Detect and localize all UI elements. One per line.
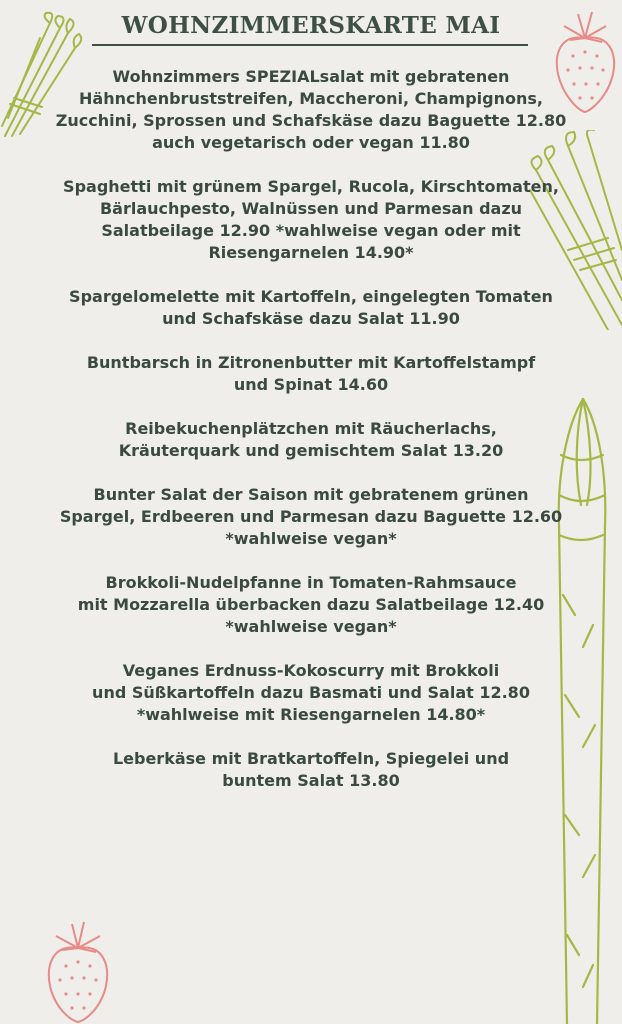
- page-title: WOHNZIMMERSKARTE MAI: [121, 12, 501, 39]
- menu-item: [8, 748, 614, 792]
- menu-item-line: Riesengarnelen 14.90*: [208, 243, 414, 262]
- menu-item-line: Veganes Erdnuss-Kokoscurry mit Brokkoli: [122, 661, 500, 680]
- menu-item-line: *wahlweise vegan*: [225, 617, 397, 636]
- menu-item-line: Spargelomelette mit Kartoffeln, eingelegten Tomaten: [69, 287, 553, 306]
- menu-item-line: Leberkäse mit Bratkartoffeln, Spiegelei und: [112, 749, 510, 768]
- title-underline: [92, 44, 528, 46]
- menu-item: [8, 352, 614, 396]
- menu-item: [8, 572, 614, 638]
- menu-item: [8, 286, 614, 330]
- menu-item-line: und Spinat 14.60: [233, 375, 389, 394]
- menu-item-line: *wahlweise vegan*: [225, 529, 397, 548]
- menu-item-line: Spaghetti mit grünem Spargel, Rucola, Kirschtomaten,: [63, 177, 559, 196]
- menu-item-line: Reibekuchenplätzchen mit Räucherlachs,: [125, 419, 497, 438]
- menu-item-line: Brokkoli-Nudelpfanne in Tomaten-Rahmsauce: [105, 573, 517, 592]
- menu-item-line: Salatbeilage 12.90 *wahlweise vegan oder mit: [101, 221, 521, 240]
- menu-item-line: Bärlauchpesto, Walnüssen und Parmesan dazu: [99, 199, 523, 218]
- menu-item-line: auch vegetarisch oder vegan 11.80: [152, 133, 470, 152]
- menu-item-line: Kräuterquark und gemischtem Salat 13.20: [118, 441, 504, 460]
- menu-item-line: Zucchini, Sprossen und Schafskäse dazu Baguette 12.80: [55, 111, 567, 130]
- menu-list: [8, 66, 614, 814]
- menu-item-line: *wahlweise mit Riesengarnelen 14.80*: [136, 705, 486, 724]
- menu-item-line: buntem Salat 13.80: [222, 771, 400, 790]
- menu-item: [8, 418, 614, 462]
- menu-item: [8, 484, 614, 550]
- menu-item-line: mit Mozzarella überbacken dazu Salatbeilage 12.40: [77, 595, 545, 614]
- menu-item: [8, 660, 614, 726]
- menu-item-line: und Schafskäse dazu Salat 11.90: [162, 309, 460, 328]
- menu-item: [8, 176, 614, 264]
- menu-item: [8, 66, 614, 154]
- menu-item-line: und Süßkartoffeln dazu Basmati und Salat 12.80: [92, 683, 530, 702]
- strawberry-icon: [38, 918, 118, 1024]
- menu-item-line: Spargel, Erdbeeren und Parmesan dazu Baguette 12.60: [59, 507, 563, 526]
- menu-item-line: Buntbarsch in Zitronenbutter mit Kartoffelstampf: [86, 353, 536, 372]
- menu-item-line: Wohnzimmers SPEZIALsalat mit gebratenen: [112, 67, 510, 86]
- menu-item-line: Bunter Salat der Saison mit gebratenem grünen: [93, 485, 529, 504]
- menu-item-line: Hähnchenbruststreifen, Maccheroni, Champignons,: [79, 89, 543, 108]
